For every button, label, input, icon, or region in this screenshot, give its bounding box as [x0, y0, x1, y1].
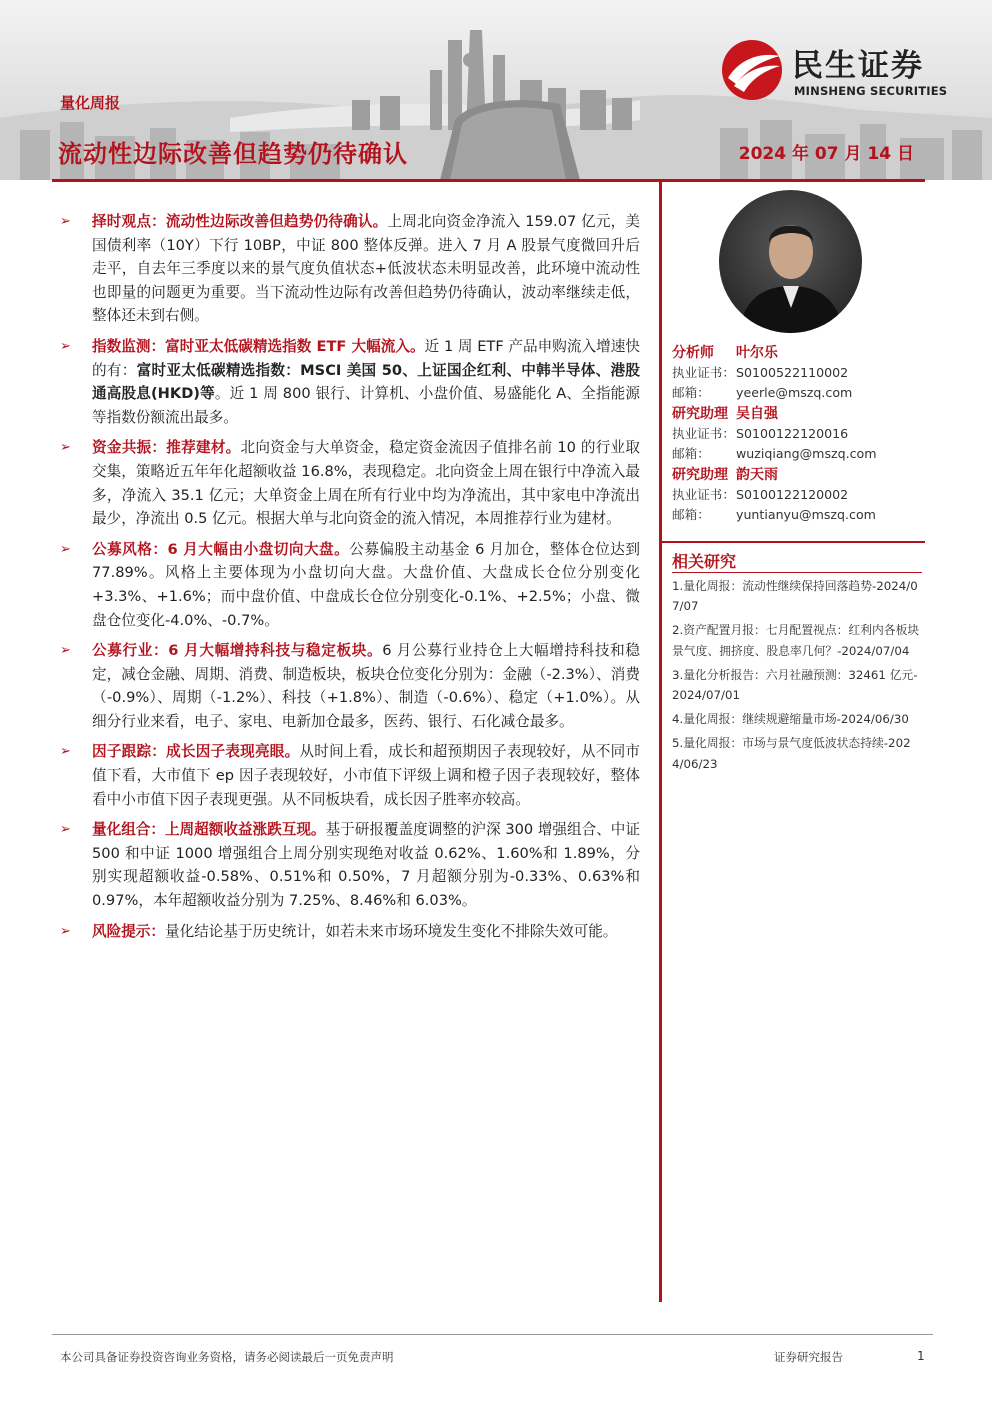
key-point	[60, 639, 640, 733]
related-research-item[interactable]: 2.资产配置月报：七月配置视点：红利内各板块景气度、拥挤度、股息率几何？-2024/07/04	[672, 623, 920, 658]
bullet-arrow-icon: ➢	[60, 214, 71, 229]
analyst-name-row	[672, 404, 932, 424]
page-title: 流动性边际改善但趋势仍待确认	[58, 140, 408, 168]
bullet-arrow-icon: ➢	[60, 338, 71, 354]
analyst-name: 吴自强	[736, 406, 778, 422]
related-research-list	[672, 576, 920, 778]
related-research-item[interactable]: 3.量化分析报告：六月社融预测：32461 亿元-2024/07/01	[672, 667, 918, 703]
related-divider	[662, 541, 925, 543]
analyst-email-row	[672, 444, 932, 464]
email-link[interactable]: yeerle@mszq.com	[736, 385, 853, 400]
related-research-item[interactable]: 4.量化周报：继续规避缩量市场-2024/06/30	[672, 712, 909, 727]
key-point	[60, 538, 640, 632]
analyst-cert-row	[672, 363, 932, 383]
email-label: 邮箱：	[672, 507, 710, 522]
related-underline	[672, 572, 922, 573]
email-label: 邮箱：	[672, 446, 710, 461]
key-point-text: 公募偏股主动基金 6 月加仓，整体仓位达到 77.89%。风格上主要体现为小盘切向大盘。大盘价值、大盘成长仓位分别变化+3.3%、+1.6%；而中盘价值、中盘成长仓位分别变化-0.1%、+2.5%；小盘、微盘仓位变化-4.0%、-0.7%。	[92, 540, 640, 629]
key-point-text: 近 1 周 ETF 产品申购流入增速快的有：	[92, 337, 640, 379]
minsheng-logo-icon	[718, 38, 788, 102]
key-point-text: 从时间上看，成长和超预期因子表现较好，从不同市值下看，大市值下 ep 因子表现较好，小市值下评级上调和橙子因子表现较好，整体看中小市值下因子表现更强。从不同板块看，成长因子胜率亦较高。	[92, 743, 640, 808]
analyst-role: 研究助理	[672, 406, 728, 422]
key-point-text: 富时亚太低碳精选指数：MSCI 美国 50、上证国企红利、中韩半导体、港股通高股息(HKD)等	[92, 361, 640, 403]
related-research-item[interactable]: 5.量化周报：市场与景气度低波状态持续-2024/06/23	[672, 736, 911, 771]
report-type: 量化周报	[60, 94, 121, 112]
key-point-text: 量化结论基于历史统计，如若未来市场环境发生变化不排除失效可能。	[164, 922, 618, 940]
key-point	[60, 335, 640, 429]
key-point-text: 。近 1 周 800 银行、计算机、小盘价值、易盛能化 A、全指能源等指数份额流出最多。	[92, 385, 640, 426]
cert-number: S0100522110002	[736, 365, 849, 380]
analyst-name: 韵天雨	[736, 467, 778, 483]
report-date: 2024 年 07 月 14 日	[738, 144, 914, 164]
analyst-email-row	[672, 505, 932, 525]
key-point-heading: 公募风格：6 月大幅由小盘切向大盘。	[92, 540, 350, 558]
analyst-name-row	[672, 465, 932, 485]
related-research-title: 相关研究	[672, 552, 737, 571]
cert-number: S0100122120016	[736, 426, 849, 441]
analyst-photo	[719, 190, 862, 333]
analyst-name-row	[672, 343, 932, 363]
key-point-heading: 择时观点：流动性边际改善但趋势仍待确认。	[92, 213, 388, 230]
bullet-arrow-icon: ➢	[60, 744, 71, 760]
key-point-heading: 公募行业：6 月大幅增持科技与稳定板块。	[92, 642, 383, 660]
cert-label: 执业证书：	[672, 487, 735, 502]
logo-text-cn: 民生证券	[792, 48, 924, 84]
cert-label: 执业证书：	[672, 365, 735, 380]
analyst-cert-row	[672, 424, 932, 444]
cert-label: 执业证书：	[672, 426, 735, 441]
key-point-heading: 量化组合：上周超额收益涨跌互现。	[92, 821, 326, 839]
key-point	[60, 740, 640, 811]
cert-number: S0100122120002	[736, 487, 849, 502]
logo-text-en: MINSHENG SECURITIES	[794, 84, 948, 98]
bullet-arrow-icon: ➢	[60, 923, 71, 939]
related-research-item[interactable]: 1.量化周报：流动性继续保持回落趋势-2024/07/07	[672, 579, 918, 614]
column-divider	[659, 182, 662, 1302]
key-point	[60, 210, 640, 328]
key-point-text: 6 月公募行业持仓上大幅增持科技和稳定，减仓金融、周期、消费、制造板块，板块仓位变化分别为：金融（-2.3%）、消费（-0.9%）、周期（-1.2%）、科技（+1.8%）、制造（-0.6%）、稳定（+1.0%）。从细分行业来看，电子、家电、电新加仓最多，医药、银行、石化减仓最多。	[92, 642, 640, 730]
footer-divider	[52, 1334, 933, 1335]
analyst-cert-row	[672, 485, 932, 505]
company-logo	[718, 38, 958, 102]
analyst-name: 叶尔乐	[736, 345, 778, 361]
email-link[interactable]: wuziqiang@mszq.com	[736, 446, 877, 461]
bullet-arrow-icon: ➢	[60, 643, 71, 659]
key-point-text: 基于研报覆盖度调整的沪深 300 增强组合、中证 500 和中证 1000 增强组合上周分别实现绝对收益 0.62%、1.60%和 1.89%，分别实现超额收益-0.58%、0.51%和 0.50%，7 月超额分别为-0.33%、0.63%和 0.97%，本年超额收益分别为 7.25%、8.46%和 6.03%。	[92, 821, 640, 910]
bullet-arrow-icon: ➢	[60, 440, 71, 456]
header-divider	[52, 179, 925, 182]
analyst-portrait-icon	[719, 190, 862, 333]
analyst-role: 研究助理	[672, 467, 728, 483]
page-number: 1	[917, 1349, 925, 1363]
footer-disclaimer: 本公司具备证券投资咨询业务资格，请务必阅读最后一页免责声明	[60, 1350, 394, 1364]
key-point-heading: 风险提示：	[92, 922, 165, 940]
bullet-arrow-icon: ➢	[60, 822, 71, 838]
key-point-text: 北向资金与大单资金，稳定资金流因子值排名前 10 的行业取交集，策略近五年年化超额收益 16.8%，表现稳定。北向资金上周在银行中净流入最多，净流入 35.1 亿元；大单资金上周在所有行业中均为净流出，其中家电中净流出最少，净流出 0.5 亿元。根据大单与北向资金的流入情况，本周推荐行业为建材。	[92, 439, 640, 528]
analyst-role: 分析师	[672, 345, 714, 361]
analyst-info	[672, 342, 932, 525]
key-point-heading: 指数监测：富时亚太低碳精选指数 ETF 大幅流入。	[92, 337, 425, 355]
key-point	[60, 920, 640, 944]
bullet-arrow-icon: ➢	[60, 541, 71, 557]
key-points	[60, 210, 640, 950]
key-point-text: 上周北向资金净流入 159.07 亿元，美国债利率（10Y）下行 10BP，中证 800 整体反弹。进入 7 月 A 股景气度微回升后走平，自去年三季度以来的景气度负值状态+低波状态未明显改善，此环境中流动性也即量的问题更为重要。当下流动性边际有改善但趋势仍待确认，波动率继续走低，整体还未到右侧。	[92, 213, 640, 325]
key-point	[60, 818, 640, 912]
footer-doc-type: 证券研究报告	[774, 1350, 843, 1364]
email-label: 邮箱：	[672, 385, 710, 400]
key-point-heading: 因子跟踪：成长因子表现亮眼。	[92, 743, 300, 761]
email-link[interactable]: yuntianyu@mszq.com	[736, 507, 876, 522]
key-point	[60, 436, 640, 530]
key-point-heading: 资金共振：推荐建材。	[92, 439, 241, 457]
analyst-email-row	[672, 383, 932, 403]
